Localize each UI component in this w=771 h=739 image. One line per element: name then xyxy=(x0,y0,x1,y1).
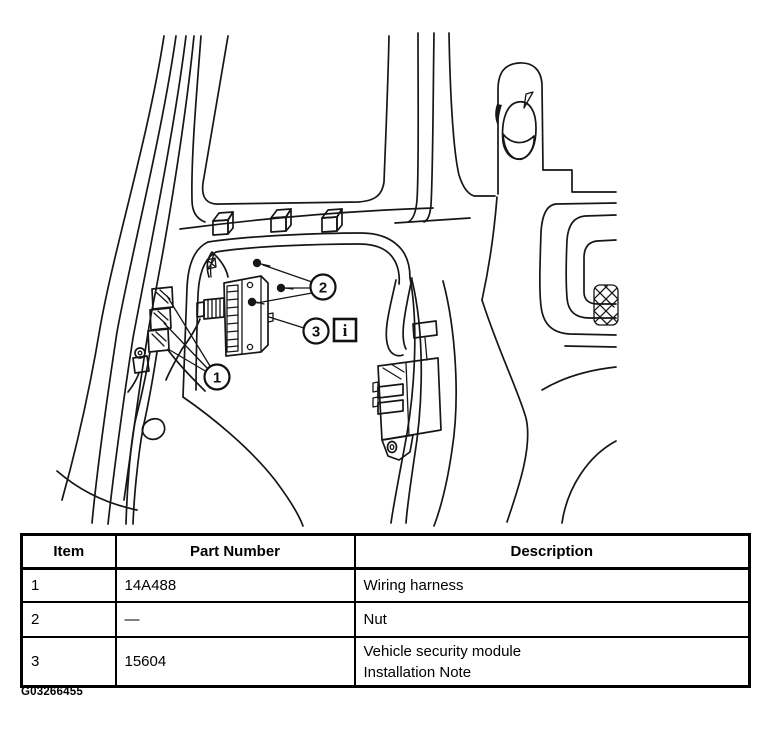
cell-description: Wiring harness xyxy=(355,569,750,603)
installation-note-icon xyxy=(334,319,356,341)
callout-2 xyxy=(311,275,336,300)
cell-part-number: 15604 xyxy=(116,637,355,687)
table-row xyxy=(22,569,750,603)
callouts xyxy=(164,265,356,390)
clip-2 xyxy=(271,209,291,232)
callout-2-label: 2 xyxy=(318,279,328,297)
info-icon: i xyxy=(342,321,348,340)
cell-item: 1 xyxy=(22,569,116,603)
cell-part-number: — xyxy=(116,602,355,637)
callout-3 xyxy=(304,319,329,344)
callout-3-leader xyxy=(269,317,304,328)
cell-item: 2 xyxy=(22,602,116,637)
description-line-2: Installation Note xyxy=(363,663,472,681)
speaker-grille xyxy=(586,271,626,331)
parts-table-header-row xyxy=(22,535,750,569)
table-row xyxy=(22,637,750,687)
window-opening xyxy=(203,33,495,223)
cell-description xyxy=(355,637,750,687)
callout-1 xyxy=(205,365,230,390)
table-row xyxy=(22,602,750,637)
quarter-panel xyxy=(540,203,626,347)
callout-2-leaders xyxy=(257,265,312,303)
mounting-nuts xyxy=(248,259,293,306)
callout-1-label: 1 xyxy=(212,369,222,387)
shelf-clips xyxy=(180,208,433,235)
cell-item: 3 xyxy=(22,637,116,687)
belt-d-ring xyxy=(495,92,536,159)
vehicle-security-module xyxy=(182,252,273,356)
header-description: Description xyxy=(355,535,750,569)
parts-table xyxy=(20,533,751,688)
cell-description: Nut xyxy=(355,602,750,637)
clip-3 xyxy=(322,209,342,232)
header-item: Item xyxy=(22,535,116,569)
cell-part-number: 14A488 xyxy=(116,569,355,603)
figure-id: G03266455 xyxy=(21,686,83,698)
callout-3-label: 3 xyxy=(311,323,321,341)
header-part-number: Part Number xyxy=(116,535,355,569)
description-line-1: Vehicle security module xyxy=(363,642,522,660)
module-connector xyxy=(182,298,224,349)
belt-pillar xyxy=(495,63,616,194)
